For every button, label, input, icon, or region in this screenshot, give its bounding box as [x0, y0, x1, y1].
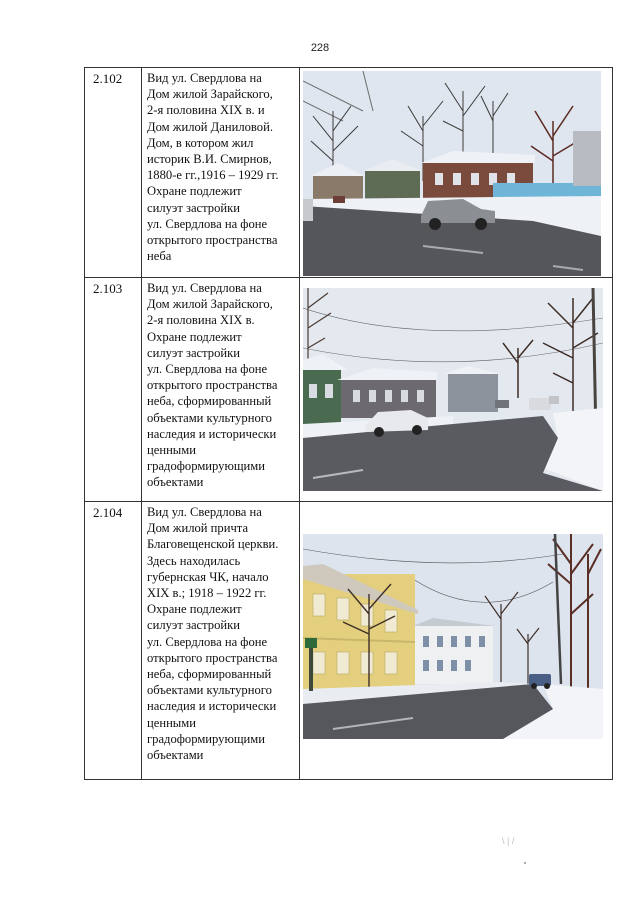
row-photo-cell	[300, 278, 613, 502]
street-photo	[303, 71, 601, 276]
row-number: 2.102	[85, 68, 142, 278]
row-description: Вид ул. Свердлова на Дом жилой причта Благовещенской церкви. Здесь находилась губернская ЧК, начало XIX в.; 1918 – 1922 гг. Охране подлежит силуэт застройки ул. Свердлова на фоне открытого пространства неба, сформированный объектами культурного наследия и исторически ценными градоформирующими объектами	[142, 502, 300, 780]
street-photo	[303, 534, 603, 739]
street-photo	[303, 288, 603, 491]
row-description: Вид ул. Свердлова на Дом жилой Зарайского, 2-я половина XIX в. Охране подлежит силуэт застройки ул. Свердлова на фоне открытого пространства неба, сформированный объектами культурного наследия и исторически ценными градоформирующими объектами	[142, 278, 300, 502]
scan-artifact: \ | /	[502, 836, 515, 846]
row-photo-cell	[300, 68, 613, 278]
table-row	[85, 278, 613, 502]
table-row	[85, 68, 613, 278]
row-photo-cell	[300, 502, 613, 780]
monuments-table	[84, 67, 613, 780]
row-number: 2.104	[85, 502, 142, 780]
row-description: Вид ул. Свердлова на Дом жилой Зарайского, 2-я половина XIX в. и Дом жилой Даниловой. Дом, в котором жил историк В.И. Смирнов, 1880-е гг.,1916 – 1929 гг. Охране подлежит силуэт застройки ул. Свердлова на фоне открытого пространства неба	[142, 68, 300, 278]
page-number: 228	[310, 42, 330, 54]
scan-dot	[524, 862, 526, 864]
row-number: 2.103	[85, 278, 142, 502]
table-row	[85, 502, 613, 780]
